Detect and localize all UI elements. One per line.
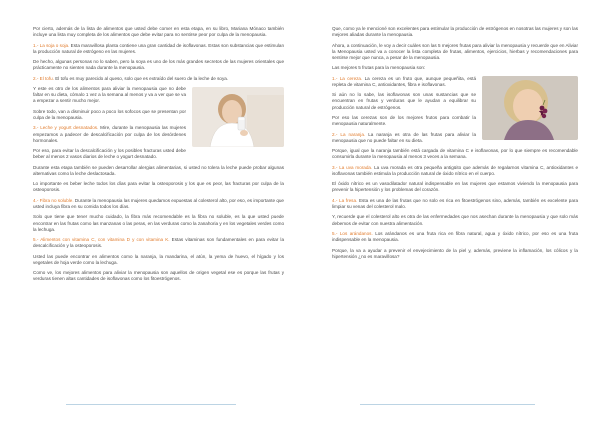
item-heading: 1.- La cereza. [332, 75, 363, 81]
item-heading: 4.- Fibra no soluble. [33, 197, 74, 203]
paragraph-allergy: Durante esta etapa también se pueden desarrollar alergias alimentarias, si usted no tolera la leche puede probar algunas alternativas como la leche deslactosada. [33, 164, 284, 176]
paragraph-fiber: Solo que tiene que tener mucho cuidado, la fibra más recomendable es la fibra no soluble, es la que usted puede encontrar en las frutas como las manzanas o las peras, en las verduras como la zanahoria y en los vegetales verdes como la lechuga. [33, 214, 284, 232]
item-heading: 2.- El tofu. [33, 75, 54, 81]
item-heading: 3.- Leche y yogurt desnatados. [33, 125, 99, 131]
paragraph-cherry-2: Si aún no lo sabe, las isoflavonas son unas sustancias que se encuentran en frutas y verduras que le ayudan a equilibrar su producción natural de estrógenos. [332, 92, 476, 110]
item-text: La cereza es un fruto que, aunque pequeñita, está repleta de vitamina C, antioxidantes, fibra e isoflavonas. [332, 75, 476, 87]
woman-drinking-milk-image [192, 87, 284, 147]
paragraph-intro: Que, como ya le mencioné son excelentes para estimular la producción de estrógenos en nosotras las mujeres y son las mejores aliadas durante la menopausia. [332, 26, 578, 38]
paragraph-closing: Porque, la va a ayudar a prevenir el envejecimiento de la piel y, además, previene la inflamación, los cólicos y la hipertensión ¿no es maravillosa? [332, 247, 578, 259]
item-heading: 2.- La naranja. [332, 131, 366, 137]
item-heading: 4.- La fresa. [332, 197, 358, 203]
item-text: Durante la menopausia las mujeres quedamos expuestas al colesterol alto, por eso, es importante que usted incluya fibra en su comida todos los días. [33, 197, 284, 209]
paragraph-intro: Por cierto, además de la lista de alimentos que usted debe comer en esta etapa, en su libro, Mariana Mónaco también incluye una lista muy completa de los alimentos que debe evitar para no sentirse peor por culpa de la menopausia. [33, 26, 284, 38]
paragraph-strawberry: Y, recuerde que el colesterol alto es otra de las enfermedades que nos asechan durante la menopausia y que solo más debemos de evitar con nuestra alimentación. [332, 214, 578, 226]
item-soy [33, 43, 284, 55]
item-text: La naranja es otra de las frutas para aliviar la menopausia que no puede faltar en su dieta. [332, 131, 477, 143]
photo-woman-grapes [482, 76, 578, 140]
left-column [33, 26, 284, 282]
footer-rule [66, 404, 236, 405]
item-heading: 3.- La uva morada. [332, 164, 373, 170]
item-tofu [33, 76, 284, 82]
paragraph-cherry-3: Por eso las cerezas son de los mejores frutos para combatir la menopausia naturalmente. [332, 114, 476, 127]
item-fiber [33, 198, 284, 210]
photo-woman-milk [192, 87, 284, 147]
paragraph-orange: Porque, igual que la naranja también está cargada de vitamina C e isoflavonas, por lo que siempre es recomendable consumirla durante la menopausia al menos 3 veces a la semana. [332, 148, 578, 160]
item-strawberry [332, 198, 578, 210]
item-text: Mire, durante la menopausia las mujeres empezamos a padecer de descalcificación por culpa de los desórdenes hormonales. [33, 125, 186, 143]
right-page [300, 0, 600, 424]
paragraph-closing: Como ve, los mejores alimentos para aliviar la menopausia son aquellos de origen vegetal ese es porque las frutas y verduras tienen altas cantidades de isoflavonas como los fitoestrógenos. [33, 270, 284, 282]
item-vitamins [33, 237, 284, 249]
item-grape [332, 165, 578, 177]
paragraph-soy-note: De hecho, algunas personas no lo saben, pero la soya es uno de los más grandes secretos de las mujeres orientales que prácticamente no sienten nada durante la menopausia. [33, 59, 284, 71]
paragraph-foods: Usted las puede encontrar en alimentos como la naranja, la mandarina, el atún, la yema de huevo, el hígado y los vegetales de hoja verde como la lechuga. [33, 253, 284, 265]
paragraph-sobre-todo: Sobre todo, van a disminuir poco a poco los sofocos que se presentan por culpa de la menopausia. [33, 108, 186, 120]
item-blueberry [332, 231, 578, 243]
paragraph-important: Lo importante es beber leche todos los días para evitar la osteoporosis y los que es peor, las fracturas por culpa de la osteoporosis. [33, 181, 284, 193]
paragraph-tofu: Y este es otro de los alimentos para aliviar la menopausia que no debe faltar en su dieta, cómalo 1 vez a la semana al menos y va a ver que se va a empezar a sentir mucho mejor. [33, 86, 186, 104]
paragraph-now: Ahora, a continuación, le voy a decir cuáles son las 5 mejores frutas para aliviar la menopausia y recuerde que en Aliviar la Menopausia usted va a conocer la lista completa de frutas, alimentos, ejercicios, hierbas y recomendaciones para sentirse mejor que nunca, a pesar de la menopausia. [332, 42, 578, 60]
item-heading: 1.- La soja o soja. [33, 42, 70, 48]
paragraph-grape: El óxido nítrico es un vasodilatador natural indispensable en las mujeres que estamos viviendo la menopausia para prevenir la hipertensión y los problemas del corazón. [332, 181, 578, 193]
paragraph-best-fruits: Las mejores 5 frutas para la menopausia son: [332, 65, 426, 71]
paragraph-calcium: Por eso, para evitar la descalcificación y los posibles fracturas usted debe beber al menos 2 vasos diarios de leche o yogurt desnatado. [33, 148, 186, 160]
item-text: Estas vitaminas son fundamentales en para evitar la descalcificación y la osteoporosis. [33, 237, 284, 249]
item-heading: 5.- Alimentos con vitamina C, con vitamina D y con vitamina K. [33, 237, 170, 243]
right-column [332, 26, 578, 260]
woman-eating-grapes-image [482, 76, 578, 140]
item-text: Esta es una de las frutas que no solo es rica en fitoestrógenos sino, además, también es excelente para limpiar su venas del colesterol malo. [332, 197, 579, 209]
footer-rule [360, 404, 535, 405]
item-text: La uva morada es otra pequeña antigüito que además de regalarnos vitamina C, antioxidantes e isoflavonas también estimula la producción natural de óxido nítrico en el cuerpo. [332, 164, 578, 176]
item-text: Los arándanos es una fruta rica en fibra natural, agua y óxido nítrico, por eso es una fruta indispensable en la menopausia. [332, 231, 578, 243]
item-text: El tofu es muy parecido al queso, solo que es extraído del suero de la leche de soya. [53, 75, 229, 81]
item-text: Esta maravillosa planta contiene una gran cantidad de isoflavonas. Estas son substancias que estimulan la producción natural de estrógeno en las mujeres. [33, 42, 285, 54]
item-heading: 5.- Los arándanos. [332, 231, 373, 237]
